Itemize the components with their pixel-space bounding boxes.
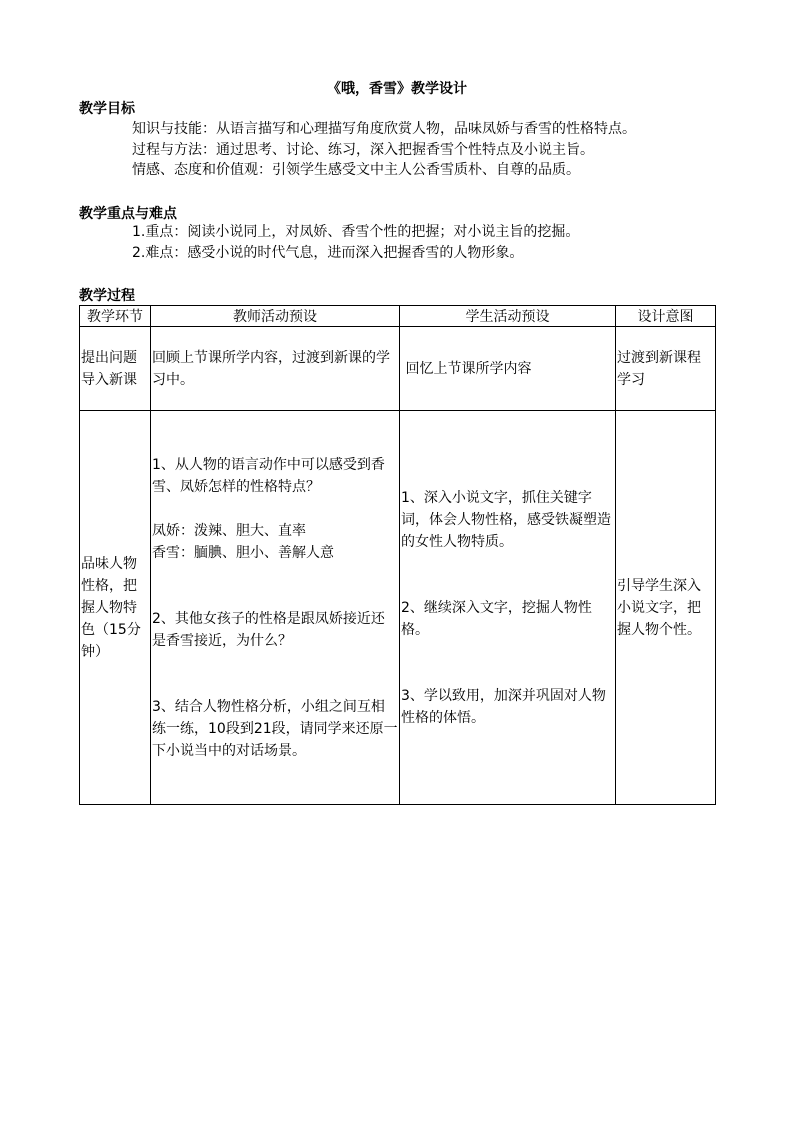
teacher-question-1: 1、从人物的语言动作中可以感受到香雪、凤娇怎样的性格特点？: [152, 456, 385, 495]
header-stage: 教学环节: [80, 306, 151, 327]
student-activity-1: 1、深入小说文字，抓住关键字词，体会人物性格，感受铁凝塑造的女性人物特质。: [401, 489, 611, 550]
student-cell: [400, 411, 616, 805]
intent-cell: 过渡到新课程学习: [616, 327, 716, 411]
teacher-question-2: 2、其他女孩子的性格是跟凤娇接近还是香雪接近，为什么？: [152, 610, 385, 649]
stage-cell: 提出问题导入新课: [80, 327, 151, 411]
teacher-answer-xiangxue: 香雪：腼腆、胆小、善解人意: [152, 544, 334, 561]
goal-process: 过程与方法：通过思考、讨论、练习，深入把握香雪个性特点及小说主旨。: [132, 142, 594, 158]
student-activity-3: 3、学以致用，加深并巩固对人物性格的体悟。: [401, 687, 606, 726]
header-teacher: 教师活动预设: [151, 306, 400, 327]
header-student: 学生活动预设: [400, 306, 616, 327]
document-title: 《哦，香雪》教学设计: [327, 81, 467, 97]
student-cell: 回忆上节课所学内容: [400, 327, 616, 411]
keypoint-difficulty: 2.难点：感受小说的时代气息，进而深入把握香雪的人物形象。: [132, 245, 524, 261]
process-heading: 教学过程: [79, 288, 135, 304]
teacher-answer-fengjiao: 凤娇：泼辣、胆大、直率: [152, 522, 306, 539]
table-header-row: [80, 306, 716, 327]
teacher-cell: 回顾上节课所学内容，过渡到新课的学习中。: [151, 327, 400, 411]
header-intent: 设计意图: [616, 306, 716, 327]
teacher-cell: [151, 411, 400, 805]
keypoints-heading: 教学重点与难点: [79, 206, 177, 222]
table-row: [80, 327, 716, 411]
goal-emotion: 情感、态度和价值观：引领学生感受文中主人公香雪质朴、自尊的品质。: [132, 162, 580, 178]
teacher-question-3: 3、结合人物性格分析，小组之间互相练一练，10段到21段，请同学来还原一下小说当中的对话场景。: [152, 698, 398, 759]
keypoint-focus: 1.重点：阅读小说同上，对凤娇、香雪个性的把握；对小说主旨的挖掘。: [132, 224, 580, 240]
table-row: [80, 411, 716, 805]
student-activity-2: 2、继续深入文字，挖掘人物性格。: [401, 599, 592, 638]
lesson-process-table: [79, 305, 716, 805]
stage-cell: 品味人物性格，把握人物特色（15分钟）: [80, 411, 151, 805]
goals-heading: 教学目标: [79, 101, 135, 117]
intent-cell: 引导学生深入小说文字，把握人物个性。: [616, 411, 716, 805]
goal-knowledge: 知识与技能：从语言描写和心理描写角度欣赏人物，品味凤娇与香雪的性格特点。: [132, 121, 636, 137]
